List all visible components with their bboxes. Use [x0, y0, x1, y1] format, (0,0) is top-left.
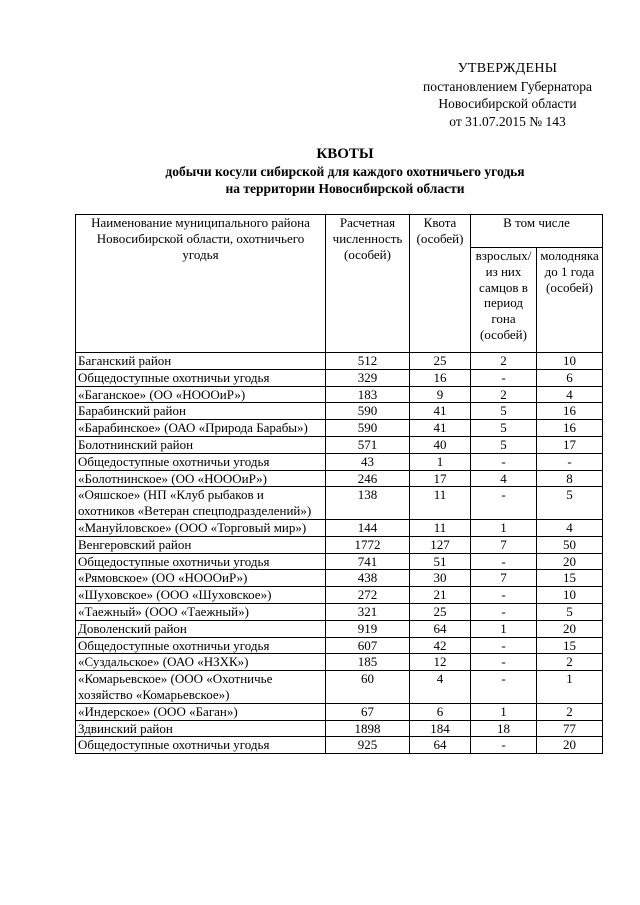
row-estimated: 43	[326, 453, 410, 470]
row-adult-males: -	[471, 671, 537, 704]
row-name: «Ояшское» (НП «Клуб рыбаков и охотников «Ветеран спецподразделений»)	[76, 487, 326, 520]
row-name: «Барабинское» (ОАО «Природа Барабы»)	[76, 420, 326, 437]
title-main: КВОТЫ	[316, 146, 374, 162]
document-title	[60, 146, 630, 197]
row-quota: 21	[410, 587, 471, 604]
table-row	[76, 536, 603, 553]
table-body	[76, 353, 603, 754]
quota-table	[75, 214, 603, 754]
header-including: В том числе	[471, 215, 603, 248]
row-adult-males: 5	[471, 436, 537, 453]
row-name: Болотнинский район	[76, 436, 326, 453]
row-estimated: 571	[326, 436, 410, 453]
row-estimated: 185	[326, 654, 410, 671]
row-estimated: 512	[326, 353, 410, 370]
row-young: 4	[537, 519, 603, 536]
title-subtitle-2: на территории Новосибирской области	[225, 181, 465, 196]
row-adult-males: 4	[471, 470, 537, 487]
table-row	[76, 470, 603, 487]
row-quota: 11	[410, 487, 471, 520]
table-row	[76, 553, 603, 570]
table-row	[76, 737, 603, 754]
approval-line-decree: постановлением Губернатора	[423, 78, 592, 94]
table-row	[76, 720, 603, 737]
row-young: 8	[537, 470, 603, 487]
table-row	[76, 369, 603, 386]
row-young: -	[537, 453, 603, 470]
row-young: 10	[537, 587, 603, 604]
row-adult-males: 1	[471, 519, 537, 536]
row-quota: 9	[410, 386, 471, 403]
row-adult-males: 5	[471, 403, 537, 420]
table-row	[76, 420, 603, 437]
approval-heading: УТВЕРЖДЕНЫ	[457, 61, 558, 76]
table-row	[76, 453, 603, 470]
table-row	[76, 353, 603, 370]
table-row	[76, 436, 603, 453]
row-estimated: 590	[326, 420, 410, 437]
row-name: Общедоступные охотничьи угодья	[76, 453, 326, 470]
row-quota: 40	[410, 436, 471, 453]
approval-line-region: Новосибирской области	[438, 96, 577, 111]
row-young: 20	[537, 553, 603, 570]
approval-line-date: от 31.07.2015 № 143	[449, 113, 566, 129]
row-quota: 12	[410, 654, 471, 671]
row-name: Общедоступные охотничьи угодья	[76, 553, 326, 570]
row-estimated: 144	[326, 519, 410, 536]
row-young: 20	[537, 620, 603, 637]
header-quota: Квота (особей)	[410, 215, 471, 353]
row-quota: 42	[410, 637, 471, 654]
row-name: Баганский район	[76, 353, 326, 370]
row-quota: 17	[410, 470, 471, 487]
row-estimated: 246	[326, 470, 410, 487]
row-estimated: 67	[326, 703, 410, 720]
row-young: 77	[537, 720, 603, 737]
row-young: 16	[537, 420, 603, 437]
row-name: Барабинский район	[76, 403, 326, 420]
row-quota: 41	[410, 403, 471, 420]
row-quota: 41	[410, 420, 471, 437]
header-adult-males: взрослых/ из них самцов в период гона (особей)	[471, 248, 537, 353]
row-adult-males: -	[471, 487, 537, 520]
row-adult-males: 1	[471, 620, 537, 637]
row-name: «Рямовское» (ОО «НОООиР»)	[76, 570, 326, 587]
table-row	[76, 587, 603, 604]
table-row	[76, 620, 603, 637]
row-young: 16	[537, 403, 603, 420]
row-estimated: 925	[326, 737, 410, 754]
table-row	[76, 386, 603, 403]
header-name: Наименование муниципального района Новосибирской области, охотничьего угодья	[76, 215, 326, 353]
row-quota: 25	[410, 603, 471, 620]
row-estimated: 272	[326, 587, 410, 604]
table-row	[76, 519, 603, 536]
row-young: 6	[537, 369, 603, 386]
row-quota: 16	[410, 369, 471, 386]
row-estimated: 138	[326, 487, 410, 520]
row-adult-males: -	[471, 453, 537, 470]
row-young: 10	[537, 353, 603, 370]
row-quota: 6	[410, 703, 471, 720]
row-quota: 64	[410, 737, 471, 754]
row-quota: 4	[410, 671, 471, 704]
row-adult-males: 1	[471, 703, 537, 720]
row-adult-males: -	[471, 637, 537, 654]
row-name: «Комарьевское» (ООО «Охотничье хозяйство «Комарьевское»)	[76, 671, 326, 704]
row-name: Венгеровский район	[76, 536, 326, 553]
row-quota: 30	[410, 570, 471, 587]
row-quota: 127	[410, 536, 471, 553]
row-quota: 184	[410, 720, 471, 737]
row-estimated: 590	[326, 403, 410, 420]
row-name: Общедоступные охотничьи угодья	[76, 369, 326, 386]
row-adult-males: -	[471, 587, 537, 604]
row-adult-males: 7	[471, 536, 537, 553]
table-header	[76, 215, 603, 353]
row-name: «Мануйловское» (ООО «Торговый мир»)	[76, 519, 326, 536]
row-name: «Индерское» (ООО «Баган»)	[76, 703, 326, 720]
row-young: 2	[537, 703, 603, 720]
row-adult-males: 5	[471, 420, 537, 437]
table-row	[76, 403, 603, 420]
row-young: 15	[537, 570, 603, 587]
row-adult-males: 18	[471, 720, 537, 737]
table-row	[76, 637, 603, 654]
row-adult-males: -	[471, 603, 537, 620]
row-quota: 25	[410, 353, 471, 370]
row-quota: 64	[410, 620, 471, 637]
header-young: молодняка до 1 года (особей)	[537, 248, 603, 353]
row-name: «Суздальское» (ОАО «НЗХК»)	[76, 654, 326, 671]
row-adult-males: -	[471, 369, 537, 386]
row-young: 50	[537, 536, 603, 553]
approval-block	[395, 60, 620, 130]
row-quota: 51	[410, 553, 471, 570]
row-young: 2	[537, 654, 603, 671]
table-row	[76, 487, 603, 520]
row-young: 5	[537, 487, 603, 520]
row-name: Общедоступные охотничьи угодья	[76, 737, 326, 754]
row-name: «Баганское» (ОО «НОООиР»)	[76, 386, 326, 403]
row-adult-males: -	[471, 737, 537, 754]
row-young: 17	[537, 436, 603, 453]
row-young: 20	[537, 737, 603, 754]
row-young: 1	[537, 671, 603, 704]
table-row	[76, 603, 603, 620]
row-young: 4	[537, 386, 603, 403]
table-row	[76, 570, 603, 587]
row-name: Общедоступные охотничьи угодья	[76, 637, 326, 654]
row-young: 15	[537, 637, 603, 654]
row-name: «Шуховское» (ООО «Шуховское»)	[76, 587, 326, 604]
row-estimated: 438	[326, 570, 410, 587]
row-estimated: 321	[326, 603, 410, 620]
row-estimated: 741	[326, 553, 410, 570]
row-estimated: 183	[326, 386, 410, 403]
row-estimated: 1898	[326, 720, 410, 737]
row-adult-males: 7	[471, 570, 537, 587]
row-name: Доволенский район	[76, 620, 326, 637]
row-name: «Таежный» (ООО «Таежный»)	[76, 603, 326, 620]
row-adult-males: 2	[471, 386, 537, 403]
table-row	[76, 654, 603, 671]
row-name: «Болотнинское» (ОО «НОООиР»)	[76, 470, 326, 487]
header-estimated: Расчетная численность (особей)	[326, 215, 410, 353]
title-subtitle-1: добычи косули сибирской для каждого охотничьего угодья	[165, 164, 525, 179]
row-adult-males: -	[471, 654, 537, 671]
row-quota: 11	[410, 519, 471, 536]
row-quota: 1	[410, 453, 471, 470]
row-estimated: 607	[326, 637, 410, 654]
row-adult-males: 2	[471, 353, 537, 370]
row-estimated: 1772	[326, 536, 410, 553]
table-row	[76, 703, 603, 720]
row-adult-males: -	[471, 553, 537, 570]
row-name: Здвинский район	[76, 720, 326, 737]
table-row	[76, 671, 603, 704]
row-estimated: 329	[326, 369, 410, 386]
row-estimated: 919	[326, 620, 410, 637]
row-estimated: 60	[326, 671, 410, 704]
row-young: 5	[537, 603, 603, 620]
